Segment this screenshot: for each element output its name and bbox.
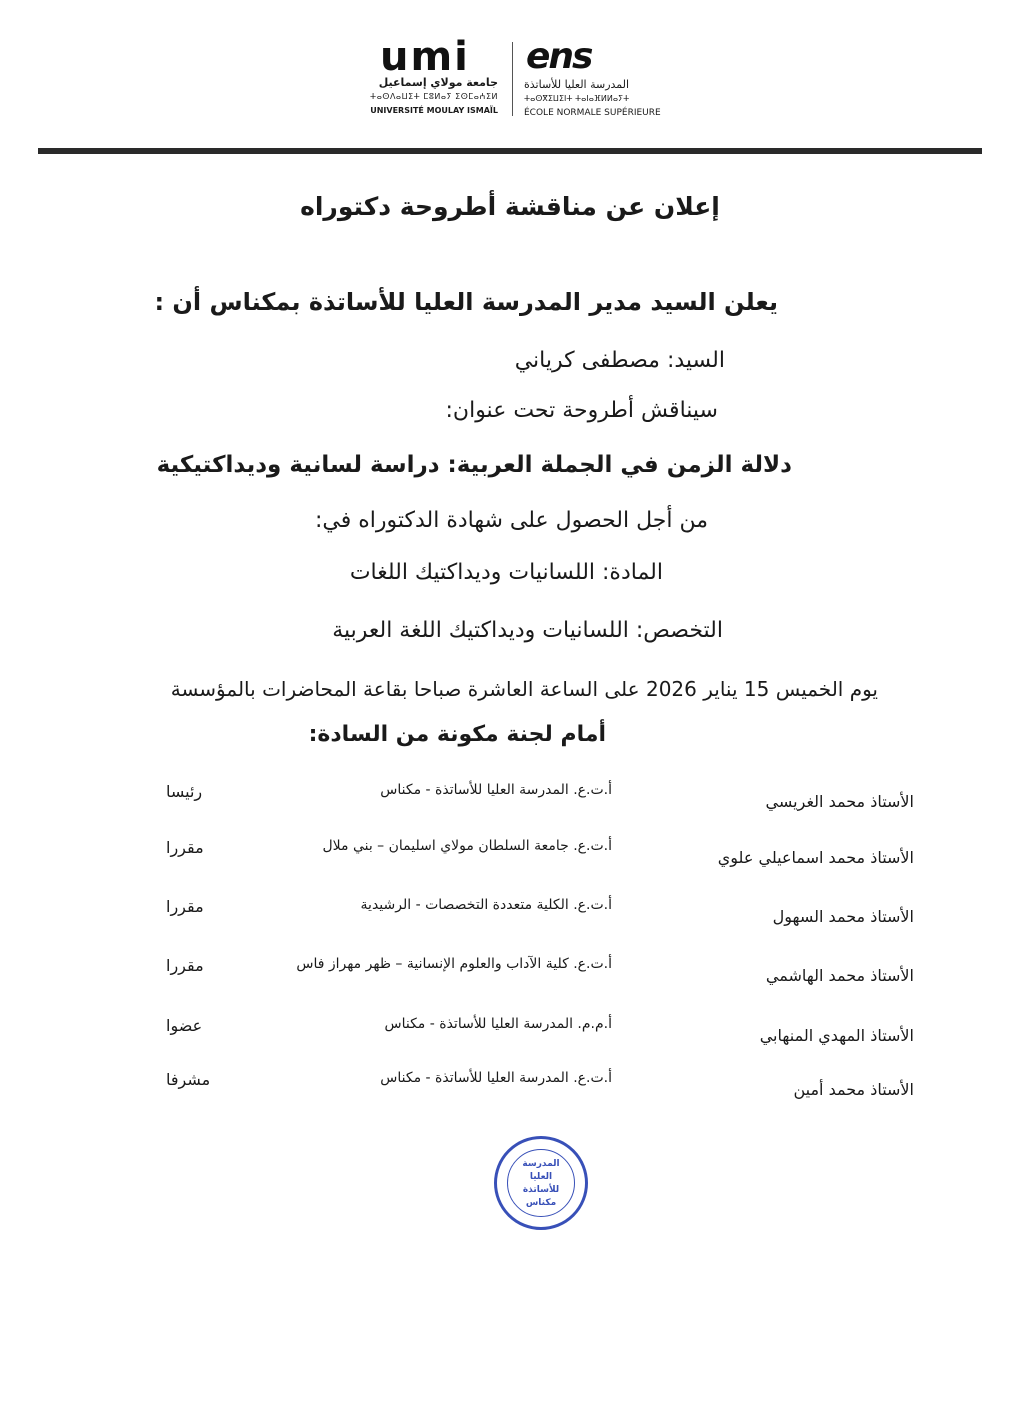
degree-line: من أجل الحصول على شهادة الدكتوراه في: (314, 508, 708, 533)
stamp-text: العليا (529, 1172, 553, 1182)
committee-row (0, 1016, 1020, 1046)
member-name: الأستاذ محمد اسماعيلي علوي (717, 848, 914, 867)
committee-row (0, 838, 1020, 868)
committee-row (0, 782, 1020, 812)
ens-logo (522, 34, 661, 124)
member-role: مقررا (166, 838, 204, 857)
committee-row (0, 897, 1020, 927)
ens-logo-mark: ens (526, 36, 592, 77)
umi-logo-mark: umi (380, 34, 470, 80)
member-name: الأستاذ محمد أمين (793, 1080, 914, 1099)
official-stamp (494, 1136, 588, 1230)
umi-tifinagh-name: ⵜⴰⵙⴷⴰⵡⵉⵜ ⵎⵓⵍⴰⵢ ⵉⵙⵎⴰⵄⵉⵍ (370, 92, 498, 101)
candidate-name: السيد: مصطفى كرياني (514, 348, 725, 373)
member-name: الأستاذ المهدي المنهابي (759, 1026, 914, 1045)
member-institution: أ.ت.ع. الكلية متعددة التخصصات - الرشيدية (360, 897, 612, 913)
member-name: الأستاذ محمد الهاشمي (765, 966, 914, 985)
member-role: مقررا (166, 897, 204, 916)
stamp-text: للأساتذة (522, 1185, 560, 1195)
member-role: رئيسا (166, 782, 203, 801)
member-institution: أ.ت.ع. المدرسة العليا للأساتذة - مكناس (380, 1070, 612, 1086)
ens-french-name: ÉCOLE NORMALE SUPÉRIEURE (524, 108, 661, 118)
committee-row (0, 956, 1020, 986)
announcement-intro: يعلن السيد مدير المدرسة العليا للأساتذة بمكناس أن : (154, 288, 778, 316)
umi-logo (372, 34, 502, 124)
stamp-text: المدرسة (522, 1159, 560, 1169)
member-name: الأستاذ محمد الغريسي (765, 792, 914, 811)
umi-arabic-name: جامعة مولاي إسماعيل (378, 76, 498, 89)
specialty-line: التخصص: اللسانيات وديداكتيك اللغة العربية (332, 618, 723, 643)
ens-arabic-name: المدرسة العليا للأساتذة (524, 78, 630, 91)
member-institution: أ.ت.ع. كلية الآداب والعلوم الإنسانية – ظهر مهراز فاس (296, 956, 612, 972)
umi-french-name: UNIVERSITÉ MOULAY ISMAÏL (370, 106, 498, 115)
page-title: إعلان عن مناقشة أطروحة دكتوراه (300, 192, 720, 221)
member-role: عضوا (166, 1016, 203, 1035)
schedule-line: يوم الخميس 15 يناير 2026 على الساعة العاشرة صباحا بقاعة المحاضرات بالمؤسسة (170, 677, 878, 701)
member-name: الأستاذ محمد السهول (772, 907, 914, 926)
member-role: مقررا (166, 956, 204, 975)
committee-row (0, 1070, 1020, 1100)
logo-divider (512, 42, 513, 116)
thesis-title: دلالة الزمن في الجملة العربية: دراسة لسانية وديداكتيكية (156, 452, 792, 478)
member-role: مشرفا (166, 1070, 211, 1089)
ens-tifinagh-name: ⵜⴰⵙⴳⵉⵡⵉⵏⵜ ⵜⴰⵏⴰⴼⵍⵍⴰⵢⵜ (524, 94, 630, 103)
subject-line: المادة: اللسانيات وديداكتيك اللغات (349, 560, 663, 585)
member-institution: أ.ت.ع. جامعة السلطان مولاي اسليمان – بني ملال (322, 838, 612, 854)
thesis-intro: سيناقش أطروحة تحت عنوان: (445, 398, 718, 423)
stamp-text: مكناس (525, 1198, 557, 1208)
header-rule (38, 148, 982, 154)
member-institution: أ.م.م. المدرسة العليا للأساتذة - مكناس (384, 1016, 612, 1032)
member-institution: أ.ت.ع. المدرسة العليا للأساتذة - مكناس (380, 782, 612, 798)
committee-title: أمام لجنة مكونة من السادة: (308, 722, 606, 747)
